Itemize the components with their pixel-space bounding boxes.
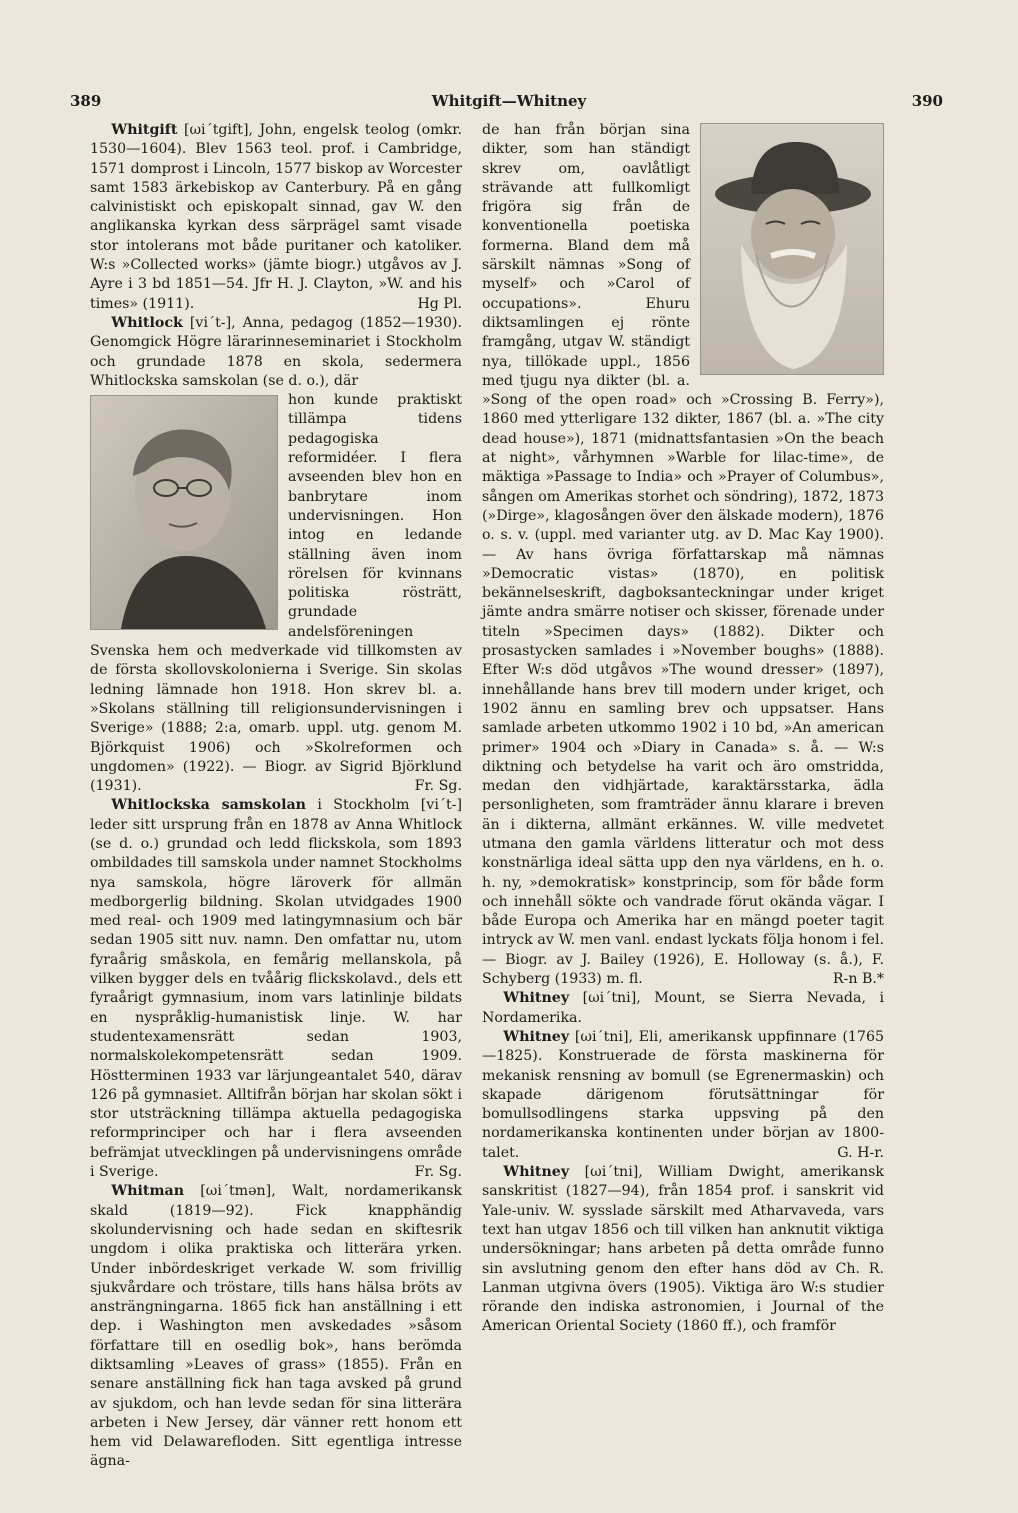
entry-head: Whitney bbox=[503, 990, 570, 1007]
entry-whitney-mount bbox=[482, 989, 884, 1028]
entry-body: [ωi´tni], Mount, se Sierra Nevada, i Nordamerika. bbox=[482, 990, 884, 1026]
author-signature: R-n B.* bbox=[832, 971, 884, 988]
entry-head: Whitman bbox=[111, 1183, 185, 1200]
entry-whitlock bbox=[90, 314, 462, 391]
entry-body: [ωi´tni], Eli, amerikansk uppfinnare (1765—1825). Konstruerade de första maskinerna för mekanisk rensning av bomull (se Egrenermaskin) och skapade därigenom förutsättningar för bomullsodlingens starka uppsving på den nordamerikanska kontinenten under början av 1800-talet. bbox=[482, 1028, 884, 1161]
entry-head: Whitney bbox=[503, 1028, 570, 1045]
page-number-left: 389 bbox=[70, 92, 102, 110]
entry-whitman bbox=[90, 1182, 462, 1471]
author-signature: Hg Pl. bbox=[417, 295, 462, 312]
entry-whitney-william bbox=[482, 1163, 884, 1337]
running-title: Whitgift—Whitney bbox=[431, 92, 587, 110]
entry-whitgift bbox=[90, 121, 462, 314]
anna-whitlock-portrait bbox=[90, 395, 278, 630]
entry-whitlock-continued bbox=[90, 391, 462, 796]
page-number-right: 390 bbox=[911, 92, 943, 110]
author-signature: G. H-r. bbox=[837, 1144, 884, 1161]
walt-whitman-portrait bbox=[700, 123, 884, 375]
entry-head: Whitney bbox=[503, 1164, 570, 1181]
entry-body: [ωi´tgift], John, engelsk teolog (omkr. 1530—1604). Blev 1563 teol. prof. i Cambridge, 1571 domprost i Lincoln, 1577 biskop av Worcester samt 1583 ärkebiskop av Canterbury. På en gång calvinistiskt och episkopalt sinnad, gav W. den anglikanska kyrkan dess särprägel samt visade stor intolerans mot både puritaner och katoliker. W:s »Collected works» (jämte biogr.) utgåvos av J. Ayre i 3 bd 1851—54. Jfr H. J. Clayton, »W. and his times» (1911). bbox=[90, 122, 462, 312]
right-column bbox=[482, 121, 884, 1337]
entry-whitney-eli bbox=[482, 1028, 884, 1163]
entry-body: hon kunde praktiskt tillämpa tidens pedagogiska reformidéer. I flera avseenden blev hon en banbrytare inom undervisningen. Hon intog en ledande ställning även inom rörelsen för kvinnans politiska rösträtt, grundade andelsföreningen Svenska hem och medverkade vid tillkomsten av de första skollovskolonierna i Sverige. Sin skolas ledning lämnade hon 1918. Hon skrev bl. a. »Skolans ställning till religionsundervisningen i Sverige» (1888; 2:a, omarb. uppl. utg. genom M. Björkquist 1906) och »Skolreformen och ungdomen» (1922). — Biogr. av Sigrid Björklund (1931). bbox=[90, 392, 462, 795]
entry-body: i Stockholm [vi´t-] leder sitt ursprung från en 1878 av Anna Whitlock (se d. o.) grundad och ledd flickskola, som 1893 ombildades till samskola under namnet Stockholms nya samskola, högre läroverk för allmän medborgerlig bildning. Skolan utvidgades 1900 med real- och 1909 med latingymnasium och bär sedan 1905 sitt nuv. namn. Den omfattar nu, utom fyraårig småskola, en femårig mellanskola, på vilken bygger dels en tvåårig flickskolavd., dels ett fyraårigt gymnasium, inom vars latinlinje bildats en nyspråklig-humanistisk linje. W. har studentexamensrätt sedan 1903, normalskolekompetensrätt sedan 1909. Höstterminen 1933 var lärjungeantalet 540, därav 126 på gymnasiet. Alltifrån början har skolan sökt i stor utsträckning tillämpa aktuella pedagogiska reformprinciper och har i flera avseenden befrämjat utvecklingen på undervisningens område i Sverige. bbox=[90, 797, 462, 1181]
author-signature: Fr. Sg. bbox=[414, 778, 462, 795]
entry-body: [ωi´tni], William Dwight, amerikansk sanskritist (1827—94), från 1854 prof. i sanskrit vid Yale-univ. W. sysslade särskilt med Atharvaveda, vars text han utgav 1856 och till vilken han anknutit viktiga undersökningar; hans arbeten på detta område funno sin avslutning genom den efter hans död av Ch. R. Lanman utgivna övers (1905). Viktiga äro W:s studier rörande den indiska astronomien, i Journal of the American Oriental Society (1860 ff.), och framför bbox=[482, 1164, 884, 1335]
entry-whitman-continued bbox=[482, 121, 884, 989]
left-column bbox=[90, 121, 462, 1472]
entry-head: Whitlock bbox=[111, 314, 183, 331]
entry-whitlockska-samskolan bbox=[90, 796, 462, 1182]
author-signature: Fr. Sg. bbox=[414, 1164, 462, 1181]
entry-head: Whitgift bbox=[111, 122, 178, 138]
entry-head: Whitlockska samskolan bbox=[111, 797, 306, 814]
entry-body: [ωi´tmən], Walt, nordamerikansk skald (1819—92). Fick knapphändig skolundervisning och hade sedan en skiftesrik ungdom i olika praktiska och litterära yrken. Under inbördeskriget verkade W. som frivillig sjukvårdare och tröstare, tills hans hälsa bröts av ansträngningarna. 1865 fick han anställning i ett dep. i Washington men avskedades »såsom författare till en osedlig bok», hans berömda diktsamling »Leaves of grass» (1855). Från en senare anställning fick han taga avsked på grund av sjukdom, och han levde sedan för sina litterära arbeten i New Jersey, där vänner rett honom ett hem vid Delawarefloden. Sitt egentliga intresse ägna- bbox=[90, 1183, 462, 1470]
entry-body: [vi´t-], Anna, pedagog (1852—1930). Genomgick Högre lärarinneseminariet i Stockholm och grundade 1878 en skola, sedermera Whitlockska samskolan (se d. o.), där bbox=[90, 314, 462, 389]
entry-body: de han från början sina dikter, som han ständigt skrev om, oavlåtligt strävande att fullkomligt frigöra sig från de konventionella poetiska formerna. Bland dem må särskilt nämnas »Song of myself» och »Carol of occupations». Ehuru diktsamlingen ej rönte framgång, utgav W. ständigt nya, tillökade uppl., 1856 med tjugu nya dikter (bl. a. »Song of the open road» och »Crossing B. Ferry»), 1860 med ytterligare 132 dikter, 1867 (bl. a. »The city dead house»), 1871 (midnattsfantasien »On the beach at night», vårhymnen »Warble for lilac-time», de mäktiga »Passage to India» och »Prayer of Columbus», sången om Amerikas storhet och söndring), 1872, 1873 (»Dirge», klagosången över den älskade modern), 1876 o. s. v. (uppl. med varianter utg. av D. Mac Kay 1900). — Av hans övriga författarskap må nämnas »Democratic vistas» (1870), en politisk bekännelseskrift, dagboksanteckningar under kriget jämte andra smärre notiser och skisser, förenade under titeln »Specimen days» (1882). Dikter och prosastycken samlades i »November boughs» (1888). Efter W:s död utgåvos »The wound dresser» (1897), innehållande hans brev till modern under kriget, och 1902 ännu en samling brev och uppsatser. Hans samlade arbeten utkommo 1902 i 10 bd, »An american primer» 1904 och »Diary in Canada» s. å. — W:s diktning och betydelse ha varit och äro omstridda, medan den vidhjärtade, karaktärsstarka, ädla personligheten, som framträder ännu klarare i breven än i dikterna, allmänt erkännes. W. ville medvetet utmana den gamla världens litteratur och mot dess konstnärliga ideal sätta upp den nya världens, en h. o. h. ny, »demokratisk» konstprincip, som för både form och innehåll sökte och vandrade förut okända vägar. I både Europa och Amerika har en mängd poeter tagit intryck av W. men vanl. endast lyckats följa honom i fel. — Biogr. av J. Bailey (1926), E. Holloway (s. å.), F. Schyberg (1933) m. fl. bbox=[482, 122, 884, 988]
